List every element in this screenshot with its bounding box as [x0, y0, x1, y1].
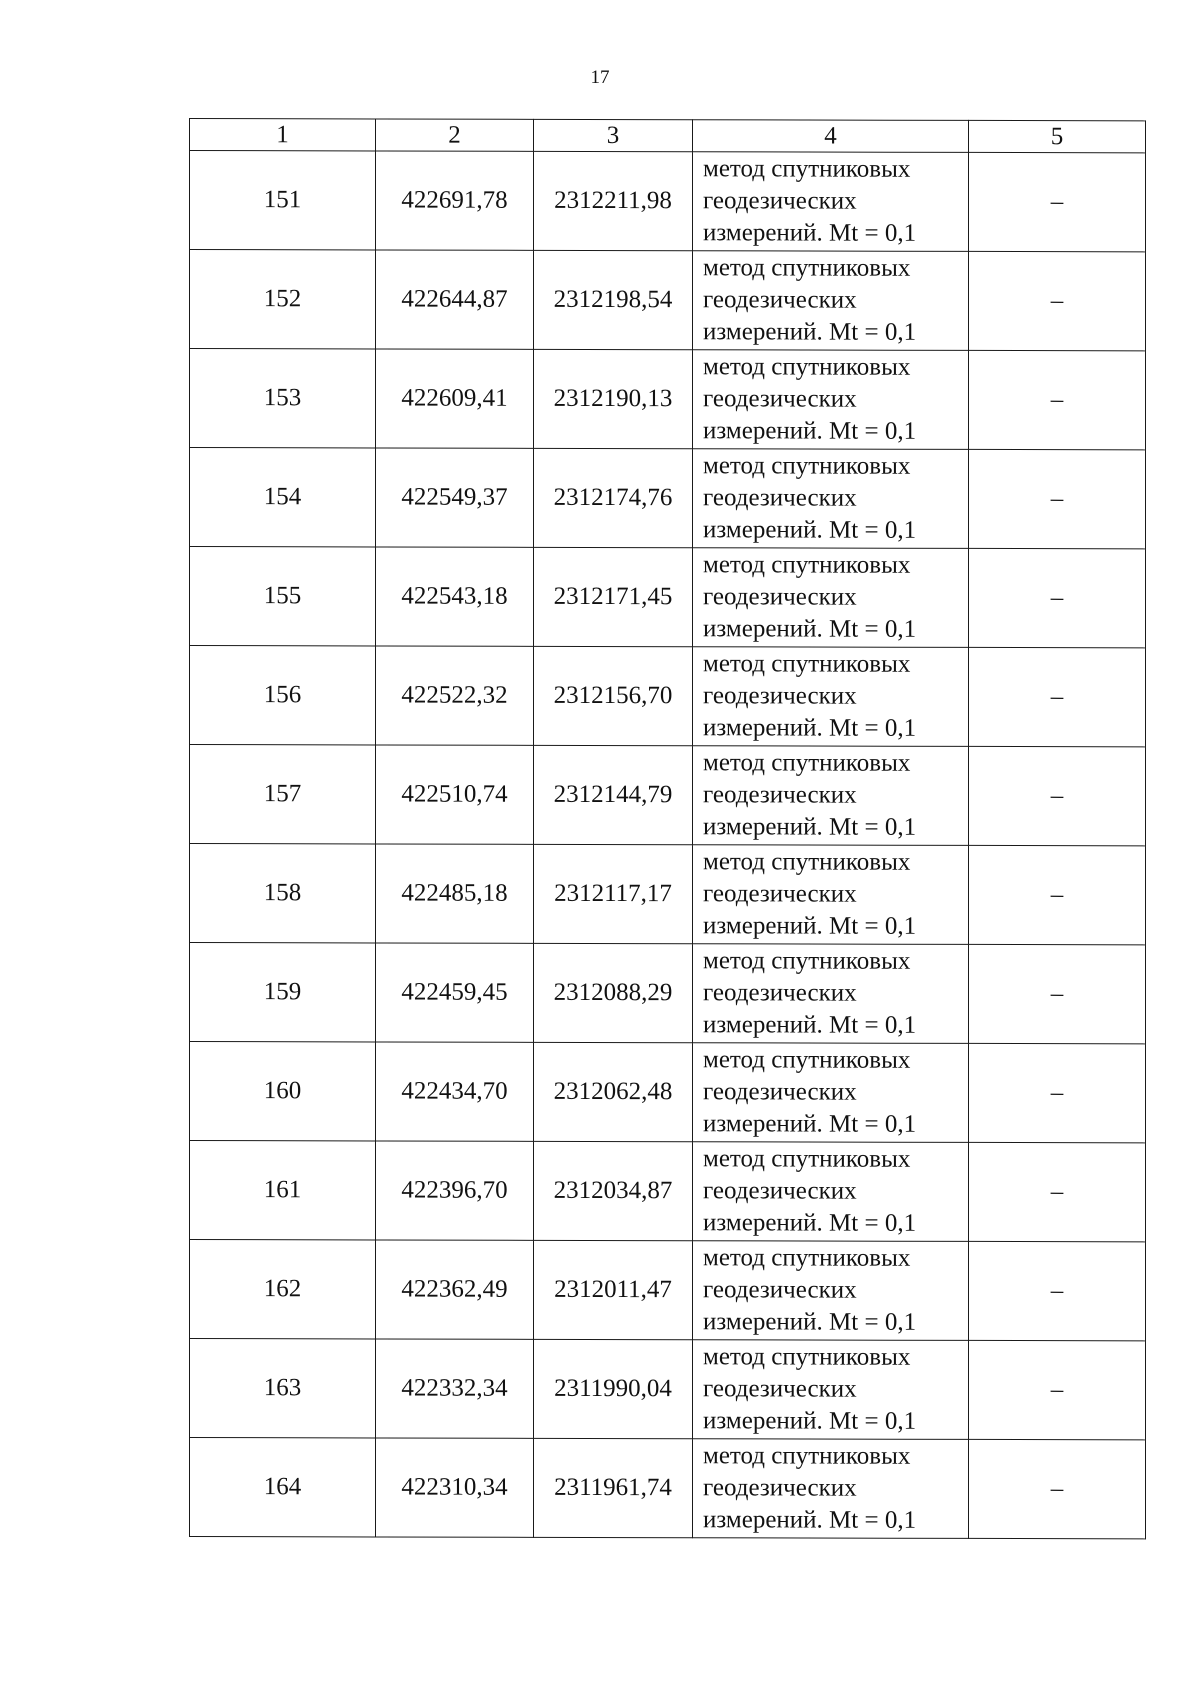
x-coordinate-cell: 422396,70 [376, 1141, 534, 1240]
method-line: геодезических [703, 1276, 857, 1304]
method-line: метод спутниковых [703, 254, 911, 282]
x-coordinate-cell: 422434,70 [376, 1042, 534, 1141]
method-line: геодезических [703, 583, 857, 611]
x-coordinate-cell: 422332,34 [376, 1339, 534, 1438]
method-line: геодезических [703, 187, 857, 215]
point-number-cell: 161 [190, 1141, 376, 1240]
method-cell [693, 152, 969, 252]
note-cell: – [969, 152, 1146, 251]
method-line: геодезических [703, 385, 857, 413]
table-row [190, 844, 1146, 945]
method-line: метод спутниковых [703, 1046, 911, 1074]
x-coordinate-cell: 422691,78 [376, 151, 534, 250]
column-header-1: 1 [190, 119, 376, 151]
method-cell [693, 845, 969, 945]
note-cell: – [969, 845, 1146, 944]
method-cell [693, 647, 969, 747]
point-number-cell: 154 [190, 448, 376, 547]
point-number-cell: 156 [190, 646, 376, 745]
table-row [190, 1141, 1146, 1242]
point-number-cell: 157 [190, 745, 376, 844]
x-coordinate-cell: 422543,18 [376, 547, 534, 646]
x-coordinate-cell: 422644,87 [376, 250, 534, 349]
method-line: геодезических [703, 781, 857, 809]
method-cell [693, 251, 969, 351]
point-number-cell: 151 [190, 151, 376, 250]
method-line: измерений. Mt = 0,1 [703, 1308, 917, 1336]
point-number-cell: 164 [190, 1438, 376, 1537]
method-line: геодезических [703, 979, 857, 1007]
method-line: геодезических [703, 1375, 857, 1403]
method-line: метод спутниковых [703, 650, 911, 678]
column-header-4: 4 [693, 120, 969, 153]
method-line: геодезических [703, 1078, 857, 1106]
method-line: измерений. Mt = 0,1 [703, 417, 917, 445]
method-line: измерений. Mt = 0,1 [703, 615, 917, 643]
method-cell [693, 944, 969, 1044]
point-number-cell: 162 [190, 1240, 376, 1339]
table-row [190, 646, 1146, 747]
method-line: измерений. Mt = 0,1 [703, 516, 917, 544]
y-coordinate-cell: 2312171,45 [534, 547, 693, 646]
x-coordinate-cell: 422362,49 [376, 1240, 534, 1339]
note-cell: – [969, 350, 1146, 449]
table-row [190, 448, 1146, 549]
method-cell [693, 1043, 969, 1143]
method-cell [693, 350, 969, 450]
method-line: измерений. Mt = 0,1 [703, 912, 917, 940]
y-coordinate-cell: 2312011,47 [534, 1240, 693, 1339]
table-header-row [190, 119, 1146, 153]
method-line: метод спутниковых [703, 947, 911, 975]
method-line: метод спутниковых [703, 1244, 911, 1272]
method-line: метод спутниковых [703, 452, 911, 480]
method-line: метод спутниковых [703, 1145, 911, 1173]
table-row [190, 1240, 1146, 1341]
table-row [190, 943, 1146, 1044]
method-line: метод спутниковых [703, 353, 911, 381]
table-row [190, 1339, 1146, 1440]
y-coordinate-cell: 2312088,29 [534, 943, 693, 1042]
y-coordinate-cell: 2312034,87 [534, 1141, 693, 1240]
method-cell [693, 1241, 969, 1341]
method-line: измерений. Mt = 0,1 [703, 219, 917, 247]
column-header-3: 3 [534, 119, 693, 151]
point-number-cell: 153 [190, 349, 376, 448]
note-cell: – [969, 449, 1146, 548]
note-cell: – [969, 1043, 1146, 1142]
point-number-cell: 159 [190, 943, 376, 1042]
x-coordinate-cell: 422609,41 [376, 349, 534, 448]
x-coordinate-cell: 422485,18 [376, 844, 534, 943]
y-coordinate-cell: 2312174,76 [534, 448, 693, 547]
method-line: геодезических [703, 1474, 857, 1502]
method-line: геодезических [703, 484, 857, 512]
method-line: геодезических [703, 1177, 857, 1205]
method-line: измерений. Mt = 0,1 [703, 1110, 917, 1138]
x-coordinate-cell: 422310,34 [376, 1438, 534, 1537]
point-number-cell: 158 [190, 844, 376, 943]
note-cell: – [969, 647, 1146, 746]
y-coordinate-cell: 2312156,70 [534, 646, 693, 745]
note-cell: – [969, 251, 1146, 350]
y-coordinate-cell: 2312198,54 [534, 250, 693, 349]
method-cell [693, 449, 969, 549]
method-line: геодезических [703, 286, 857, 314]
note-cell: – [969, 944, 1146, 1043]
method-cell [693, 1340, 969, 1440]
table-row [190, 547, 1146, 648]
table-row [190, 151, 1146, 252]
table-row [190, 1438, 1146, 1539]
x-coordinate-cell: 422522,32 [376, 646, 534, 745]
note-cell: – [969, 746, 1146, 845]
page-number: 17 [590, 67, 610, 88]
method-line: геодезических [703, 880, 857, 908]
method-line: измерений. Mt = 0,1 [703, 813, 917, 841]
method-cell [693, 746, 969, 846]
point-number-cell: 152 [190, 250, 376, 349]
column-header-5: 5 [969, 120, 1146, 152]
method-line: метод спутниковых [703, 1442, 911, 1470]
method-line: измерений. Mt = 0,1 [703, 1011, 917, 1039]
table-row [190, 1042, 1146, 1143]
note-cell: – [969, 1439, 1146, 1538]
x-coordinate-cell: 422549,37 [376, 448, 534, 547]
note-cell: – [969, 1340, 1146, 1439]
coordinates-table [189, 118, 1146, 1539]
method-line: измерений. Mt = 0,1 [703, 1209, 917, 1237]
table-row [190, 250, 1146, 351]
method-line: метод спутниковых [703, 1343, 911, 1371]
column-header-2: 2 [376, 119, 534, 151]
method-line: геодезических [703, 682, 857, 710]
note-cell: – [969, 1142, 1146, 1241]
y-coordinate-cell: 2312144,79 [534, 745, 693, 844]
method-line: метод спутниковых [703, 848, 911, 876]
y-coordinate-cell: 2312117,17 [534, 844, 693, 943]
method-cell [693, 548, 969, 648]
table-row [190, 349, 1146, 450]
y-coordinate-cell: 2312062,48 [534, 1042, 693, 1141]
method-line: метод спутниковых [703, 155, 911, 183]
y-coordinate-cell: 2311961,74 [534, 1438, 693, 1537]
method-cell [693, 1142, 969, 1242]
table-row [190, 745, 1146, 846]
method-line: измерений. Mt = 0,1 [703, 714, 917, 742]
method-line: измерений. Mt = 0,1 [703, 1407, 917, 1435]
x-coordinate-cell: 422459,45 [376, 943, 534, 1042]
method-cell [693, 1439, 969, 1539]
method-line: измерений. Mt = 0,1 [703, 1506, 917, 1534]
note-cell: – [969, 548, 1146, 647]
method-line: метод спутниковых [703, 749, 911, 777]
method-line: метод спутниковых [703, 551, 911, 579]
y-coordinate-cell: 2311990,04 [534, 1339, 693, 1438]
note-cell: – [969, 1241, 1146, 1340]
y-coordinate-cell: 2312190,13 [534, 349, 693, 448]
x-coordinate-cell: 422510,74 [376, 745, 534, 844]
point-number-cell: 160 [190, 1042, 376, 1141]
point-number-cell: 155 [190, 547, 376, 646]
method-line: измерений. Mt = 0,1 [703, 318, 917, 346]
y-coordinate-cell: 2312211,98 [534, 151, 693, 250]
point-number-cell: 163 [190, 1339, 376, 1438]
